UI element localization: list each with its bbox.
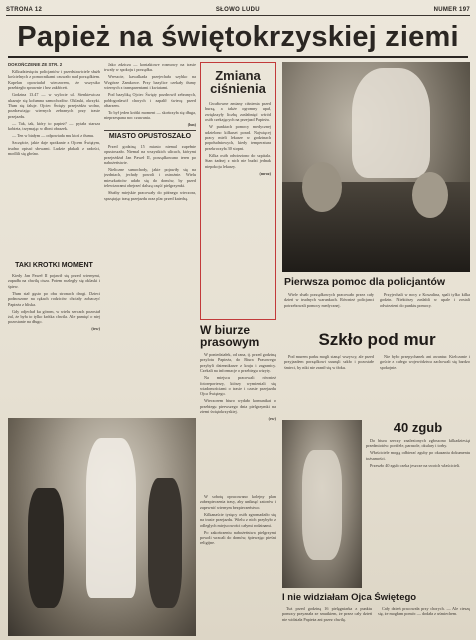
paragraph: W poniedziałek, od rana, tj. przed godziną przylotu Papieża, do Biura Prasowego przybyli dziennikarze z kraju i zagranicy. Czekali na informacje o przebiegu wizyty. <box>200 352 276 374</box>
paper-name: SŁOWO LUDU <box>215 6 260 13</box>
author-signature: (ew) <box>268 416 276 422</box>
issue-number: NUMER 197 <box>433 6 470 13</box>
paragraph: Nie było przepychanek ani awantur. Kielczanie i goście z całego województwa zachowali się bardzo spokojnie. <box>380 354 470 370</box>
bottom-center-article <box>200 494 276 636</box>
paragraph: Cały dzień pracowała przy chorych. — Ale cieszę się, że mogłam pomóc — dodała z uśmiechem. <box>378 606 470 617</box>
paragraph: Szczęście, jakie daje spotkanie z Ojcem Świętym, trudno opisać słowami. Ludzie płakali z radości, modlili się głośno. <box>8 140 100 157</box>
paragraph: Godzina 13.47 — w wylocie ul. Sienkiewicza ukazuje się kolumna samochodów. Oklaski, okrzyki. Tłum się faluje. Ojciec Święty przejeżdża wolno, pozdrawiając wiernych zebranych przy trasie przejazdu. <box>8 92 100 119</box>
glass-headline: Szkło pod mur <box>318 330 436 349</box>
photo-face <box>412 172 448 218</box>
box-title <box>205 69 271 95</box>
author-signature: (tew) <box>91 326 100 332</box>
paragraph: Właściciele mogą odbierać zguby po okazaniu dokumentu tożsamości. <box>366 450 470 461</box>
paragraph: Jako zdzicza — kontaktowe rozmowy na trasie trwały w spokoju i porządku. <box>104 62 196 73</box>
paragraph: Na miejscu pracowali również fotoreporterzy, którzy wymieniali się wiadomościami o trasie i czasie przejazdu Ojca Świętego. <box>200 375 276 397</box>
first-aid-headline: Pierwsza pomoc dla policjantów <box>284 276 446 288</box>
first-aid-col-right <box>380 292 470 326</box>
paragraph: — Tak, tak, który to papież? — pytała starsza kobieta, trzymając w dłoni obrazek. <box>8 120 100 132</box>
paragraph: Do biura rzeczy znalezionych zgłoszono kilkadziesiąt przedmiotów: portfele, parasole, okulary i torby. <box>366 438 470 449</box>
paragraph: Kilka osób odwieziono do szpitala. Stan żadnej z nich nie budzi jednak niepokoju lekarzy. <box>205 152 271 169</box>
paragraph: Tłum stał gęsto po obu stronach drogi. Dzieci podnoszone na rękach rodziców chciały zobaczyć Papieża z bliska. <box>8 290 100 307</box>
photo-procession <box>8 418 196 636</box>
paragraph: Gdy odjechał ku górom, w wielu sercach pozostał żal, że była to tylko krótka chwila. Ale pamięć o niej pozostanie na długo. <box>8 308 100 325</box>
paragraph: Kiedy Jan Paweł II pojawił się przed wiernymi, zapadła na chwilę cisza. Potem rozległy się oklaski i śpiew. <box>8 273 100 289</box>
paragraph: Kilkanaście tysięcy osób zgromadziło się na trasie przejazdu. Wielu z nich przybyło z odległych miejscowości całymi rodzinami. <box>200 511 276 528</box>
paragraph: Wieczorem biuro wydało komunikat o przebiegu pierwszego dnia pielgrzymki na ziemi świętokrzyskiej. <box>200 398 276 415</box>
divider <box>104 130 196 131</box>
column-1-lower-article <box>8 262 100 412</box>
paragraph: — Ten w białym — odpowiada mu ktoś z tłumu. <box>12 133 94 139</box>
lost-items-article <box>366 420 470 588</box>
photo-figure-dark <box>148 478 182 608</box>
section-title: TAKI KRÓTKI MOMENT <box>15 262 93 269</box>
paragraph: W punktach pomocy medycznej udzielono kilkuset porad. Najwięcej pracy mieli lekarze w godzinach popołudniowych, kiedy temperatura przekroczyła 30 stopni. <box>205 124 271 151</box>
paragraph: Pod murem parku mogli stanąć wszyscy, ale przed przyjazdem porządkowi usunęli szkło i pozostałe śmieci, by nikt nie zranił się w tłoku. <box>284 354 374 370</box>
paragraph: Nieliczne samochody, jakie pojawiły się na jezdniach, jechały powoli i ostrożnie. Wielu mieszkańców udało się do domów, by przed telewizorami obejrzeć dalszą część pielgrzymki. <box>104 167 196 189</box>
box-title-line: ciśnienia <box>210 81 266 96</box>
paragraph: Tuż przed godziną 16 pielęgniarka z punktu pomocy przyznała ze smutkiem, że przez cały dzień nie widziała Papieża ani przez chwilę. <box>282 606 372 622</box>
author-signature: (lun) <box>187 122 196 128</box>
masthead <box>6 4 470 16</box>
section-title: MIASTO OPUSTOSZAŁO <box>108 132 192 140</box>
paragraph: Pod bazyliką Ojciec Święty pozdrowił zebranych, pobłogosławił chorych i zapalił świecę przed ołtarzem. <box>104 92 196 109</box>
column-1-article <box>8 62 100 258</box>
paragraph: W sobotę opracowano kolejny plan zabezpieczenia trasy, aby uniknąć zatorów i zapewnić wiernym bezpieczeństwo. <box>200 494 276 510</box>
photo-figure-light <box>86 438 136 598</box>
title-line: prasowym <box>200 335 260 349</box>
press-office-article <box>200 324 276 490</box>
paragraph: Służby miejskie pracowały do późnego wieczora, sprzątając trasę przejazdu oraz plac przed katedrą. <box>104 190 196 201</box>
box-body <box>205 101 271 301</box>
paragraph: Kilkudziesięciu policjantów i przedstawiciele służb kościelnych z pomocnikami czuwało nad porządkiem. Kapelan opowiadał wieczorem, że wszystko przebiegło sprawnie i bez zakłóceń. <box>8 69 100 91</box>
paragraph: Przyjechali w nocy z Koszalina, spali tylko kilka godzin. Niektórzy zasłabli w upale i zostali odwiezieni do punktu pomocy. <box>380 292 470 308</box>
sidebar-box-pressure <box>200 62 276 320</box>
glass-col-right <box>380 354 470 416</box>
paragraph: Wiele służb porządkowych pracowało przez cały dzień w trudnych warunkach. Również policjanci potrzebowali pomocy medycznej. <box>284 292 374 308</box>
paragraph: Wreszcie, kawalkada przejechała szybko na Wzgórze Zamkowe. Przy bazylice czekały tłumy wiernych z transparentami i kwiatami. <box>104 74 196 91</box>
photo-figure-light <box>302 450 342 560</box>
bottom-right-headline: I nie widziałam Ojca Świętego <box>282 592 417 603</box>
section-title: 40 zgub <box>393 420 443 435</box>
paragraph: Po zakończeniu nabożeństwa pielgrzymi powoli wracali do domów, śpiewając pieśni religijne. <box>200 529 276 546</box>
bottom-right-col-right <box>378 606 470 636</box>
box-title-line: Zmiana <box>215 68 261 83</box>
page-number: STRONA 12 <box>6 6 43 13</box>
glass-col-left <box>284 354 374 416</box>
title-line: W biurze <box>200 324 250 337</box>
photo-face <box>302 162 342 212</box>
paragraph: Przed godziną 15 miasto niemal zupełnie opustoszało. Niemal na wszystkich ulicach, którymi przejeżdżał Jan Paweł II, porządkowano teren po nabożeństwie. <box>104 143 196 166</box>
main-headline: Papież na świętokrzyskiej ziemi <box>8 18 468 58</box>
photo-figure-dark <box>28 488 64 608</box>
photo-pope-crowd <box>282 62 470 272</box>
section-title <box>200 324 276 348</box>
paragraph: To był jeden krótki moment — skończyła się długa, nieprzespana noc czuwania. <box>104 110 196 121</box>
bottom-right-col-left <box>282 606 372 636</box>
column-2-article <box>104 62 196 412</box>
continuation-note: DOKOŃCZENIE ZE STR. 2 <box>8 62 63 67</box>
first-aid-col-left <box>284 292 374 326</box>
paragraph: Gwałtowne zmiany ciśnienia przed burzą, a także ogromny upał, zwiększyły liczbę zasłabnięć wśród osób czekających na przejazd Papieża. <box>205 101 271 123</box>
photo-gathering <box>282 420 362 588</box>
photo-figure-light <box>352 68 430 178</box>
author-signature: (mroz) <box>259 170 271 176</box>
paragraph: Przeszło 40 zgub czeka jeszcze na swoich właścicieli. <box>370 462 461 468</box>
